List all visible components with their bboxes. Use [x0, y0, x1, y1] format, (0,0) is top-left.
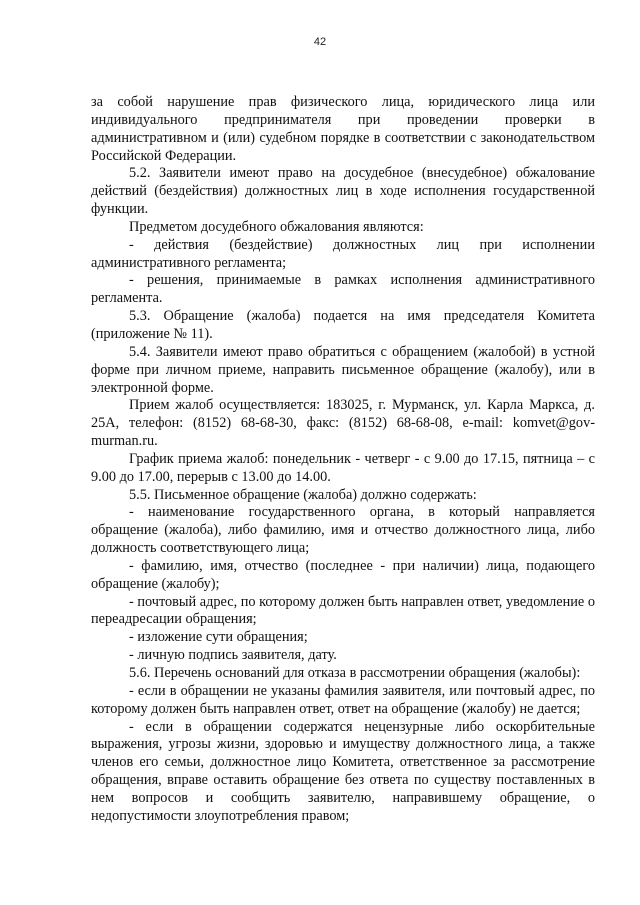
paragraph: за собой нарушение прав физического лица, юридического лица или индивидуального предпринимателя при проведении проверки в административном и (или) судебном порядке в соответствии с законодательством Российской Федерации. [91, 94, 595, 164]
paragraph: График приема жалоб: понедельник - четверг - с 9.00 до 17.15, пятница – с 9.00 до 17.00, перерыв с 13.00 до 14.00. [91, 450, 595, 485]
paragraph: 5.4. Заявители имеют право обратиться с обращением (жалобой) в устной форме при личном приеме, направить письменное обращение (жалобу), или в электронной форме. [91, 343, 595, 396]
list-item: - решения, принимаемые в рамках исполнения административного регламента. [91, 272, 595, 307]
list-item: - фамилию, имя, отчество (последнее - при наличии) лица, подающего обращение (жалобу); [91, 557, 595, 592]
list-item: - изложение сути обращения; [129, 629, 308, 646]
paragraph: 5.6. Перечень оснований для отказа в рассмотрении обращения (жалобы): [129, 665, 581, 681]
list-item: - если в обращении содержатся нецензурные либо оскорбительные выражения, угрозы жизни, здоровью и имуществу должностного лица, а также членов его семьи, должностное лицо Комитета, ответственное за рассмотрение обращения, вправе оставить обращение без ответа по существу поставленных в нем вопросов и сообщить заявителю, направившему обращение, о недопустимости злоупотребления правом; [91, 718, 595, 824]
list-item: - если в обращении не указаны фамилия заявителя, или почтовый адрес, по которому должен быть направлен ответ, ответ на обращение (жалобу) не дается; [91, 682, 595, 717]
paragraph: 5.3. Обращение (жалоба) подается на имя председателя Комитета (приложение № 11). [91, 308, 595, 342]
list-item: - наименование государственного органа, в который направляется обращение (жалоба), либо фамилию, имя и отчество должностного лица, либо должность соответствующего лица; [91, 504, 595, 557]
list-item: - личную подпись заявителя, дату. [129, 647, 337, 664]
page-number: 42 [313, 36, 327, 48]
paragraph: Предметом досудебного обжалования являются: [129, 218, 424, 235]
list-item: - почтовый адрес, по которому должен быть направлен ответ, уведомление о переадресации обращения; [91, 593, 595, 628]
paragraph: 5.2. Заявители имеют право на досудебное (внесудебное) обжалование действий (бездействия) должностных лиц в ходе исполнения государственной функции. [91, 165, 595, 218]
document-body [91, 94, 595, 826]
paragraph: 5.5. Письменное обращение (жалоба) должно содержать: [129, 486, 477, 503]
paragraph: Прием жалоб осуществляется: 183025, г. Мурманск, ул. Карла Маркса, д. 25А, телефон: (8152) 68-68-30, факс: (8152) 68-68-08, e-mail: komvet@gov-murman.ru. [91, 397, 595, 450]
list-item: - действия (бездействие) должностных лиц при исполнении административного регламента; [91, 236, 595, 271]
